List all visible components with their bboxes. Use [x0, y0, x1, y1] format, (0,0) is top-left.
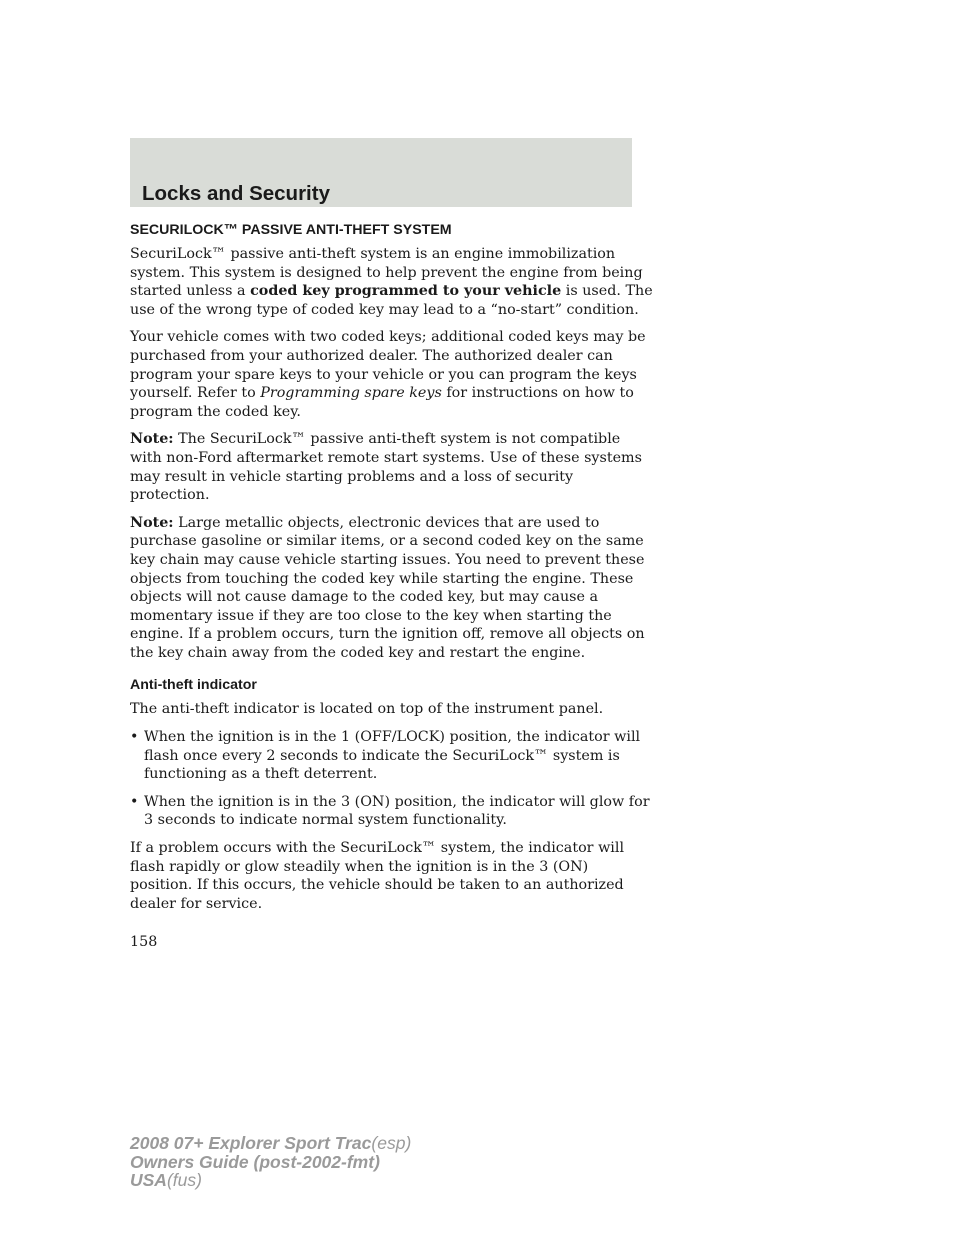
footer-line-model: [130, 1134, 411, 1153]
indicator-intro: The anti-theft indicator is located on top of the instrument panel.: [130, 701, 604, 718]
page-number: 158: [130, 934, 158, 950]
intro-text-a: SecuriLock™ passive anti-theft system is an engine immobilization system. This system is designed to help prevent the engine from being started unless a: [130, 246, 643, 300]
list-item: [130, 728, 655, 784]
note-text: The SecuriLock™ passive anti-theft system is not compatible with non-Ford aftermarket remote start systems. Use of these systems may result in vehicle starting problems and a loss of security protection.: [130, 431, 642, 504]
intro-emphasis: coded key programmed to your vehicle: [250, 283, 562, 300]
document-footer: [130, 1134, 411, 1190]
intro-paragraph: [130, 245, 655, 319]
note-remote-start: [130, 430, 655, 504]
footer-market: USA: [130, 1170, 167, 1190]
note-text: Large metallic objects, electronic devices that are used to purchase gasoline or similar items, or a second coded key on the same key chain may cause vehicle starting issues. You need to prevent these objects from touching the coded key while starting the engine. These objects will not cause damage to the coded key, but may cause a momentary issue if they are too close to the key when starting the engine. If a problem occurs, turn the ignition off, remove all objects on the key chain away from the coded key and restart the engine.: [130, 514, 645, 661]
footer-line-guide: Owners Guide (post-2002-fmt): [130, 1151, 380, 1172]
page-content: [130, 222, 655, 922]
footer-model: 2008 07+ Explorer Sport Trac: [130, 1133, 372, 1153]
coded-keys-text-a: Your vehicle comes with two coded keys; additional coded keys may be purchased from your authorized dealer. The authorized dealer can program your spare keys to your vehicle or you can program the keys yourself. Refer to: [130, 329, 646, 402]
indicator-closing: If a problem occurs with the SecuriLock™ system, the indicator will flash rapidly or glow steadily when the ignition is in the 3 (ON) position. If this occurs, the vehicle should be taken to an authorized dealer for service.: [130, 840, 625, 912]
cross-reference: Programming spare keys: [260, 385, 442, 402]
note-label: Note:: [130, 514, 174, 531]
section-header-band: [130, 138, 632, 207]
note-metallic-objects: [130, 514, 655, 663]
coded-keys-paragraph: [130, 328, 655, 421]
list-item: [130, 793, 655, 830]
list-item-text: When the ignition is in the 1 (OFF/LOCK) position, the indicator will flash once every 2 seconds to indicate the SecuriLock™ system is functioning as a theft deterrent.: [144, 729, 641, 783]
indicator-bullet-list: [130, 728, 655, 830]
bullet-icon: •: [130, 729, 139, 746]
footer-line-market: [130, 1171, 411, 1190]
note-label: Note:: [130, 431, 174, 448]
list-item-text: When the ignition is in the 3 (ON) position, the indicator will glow for 3 seconds to indicate normal system functionality.: [144, 793, 650, 829]
section-title: SECURILOCK™ PASSIVE ANTI-THEFT SYSTEM: [130, 222, 452, 238]
chapter-title: Locks and Security: [142, 182, 330, 205]
footer-market-code: (fus): [166, 1170, 202, 1190]
intro-text-b: is used. The use of the wrong type of coded key may lead to a “no-start” condition.: [130, 283, 653, 318]
subsection-title: Anti-theft indicator: [130, 677, 257, 694]
footer-model-code: (esp): [371, 1133, 412, 1153]
coded-keys-text-b: for instructions on how to program the coded key.: [130, 385, 634, 420]
bullet-icon: •: [130, 793, 139, 810]
